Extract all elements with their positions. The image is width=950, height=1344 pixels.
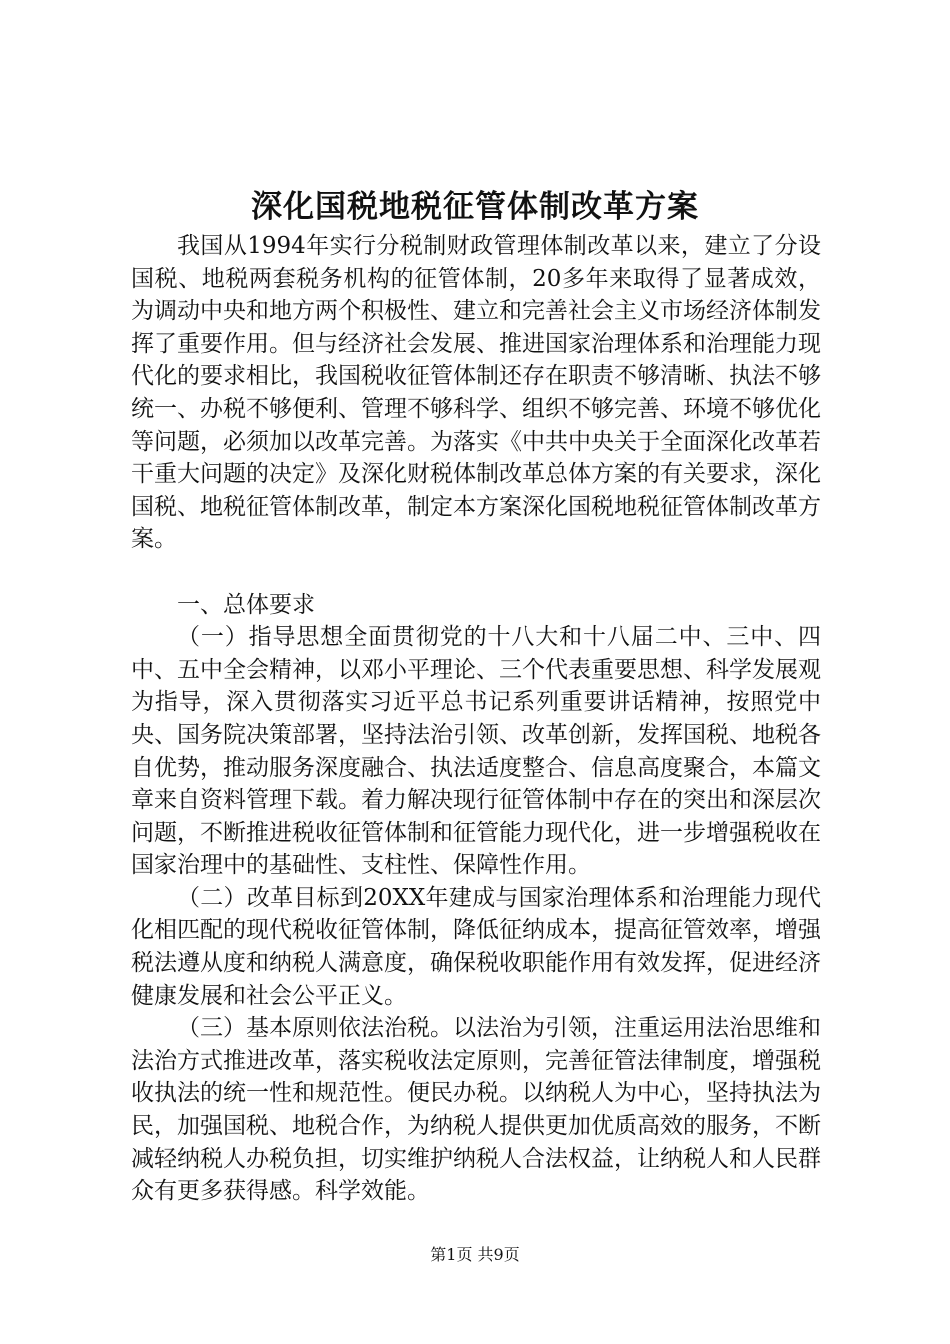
page-number-footer: 第1页 共9页 bbox=[430, 1245, 520, 1264]
intro-paragraph: 我国从1994年实行分税制财政管理体制改革以来，建立了分设国税、地税两套税务机构的征管体制，20多年来取得了显著成效，为调动中央和地方两个积极性、建立和完善社会主义市场经济体制发挥了重要作用。但与经济社会发展、推进国家治理体系和治理能力现代化的要求相比，我国税收征管体制还存在职责不够清晰、执法不够统一、办税不够便利、管理不够科学、组织不够完善、环境不够优化等问题，必须加以改革完善。为落实《中共中央关于全面深化改革若干重大问题的决定》及深化财税体制改革总体方案的有关要求，深化国税、地税征管体制改革，制定本方案深化国税地税征管体制改革方案。 bbox=[131, 233, 821, 553]
basic-principles-paragraph: （三）基本原则依法治税。以法治为引领，注重运用法治思维和法治方式推进改革，落实税收法定原则，完善征管法律制度，增强税收执法的统一性和规范性。便民办税。以纳税人为中心，坚持执法为民，加强国税、地税合作，为纳税人提供更加优质高效的服务，不断减轻纳税人办税负担，切实维护纳税人合法权益，让纳税人和人民群众有更多获得感。科学效能。 bbox=[131, 1015, 821, 1205]
guiding-ideology-paragraph: （一）指导思想全面贯彻党的十八大和十八届二中、三中、四中、五中全会精神，以邓小平理论、三个代表重要思想、科学发展观为指导，深入贯彻落实习近平总书记系列重要讲话精神，按照党中央、国务院决策部署，坚持法治引领、改革创新，发挥国税、地税各自优势，推动服务深度融合、执法适度整合、信息高度聚合，本篇文章来自资料管理下载。着力解决现行征管体制中存在的突出和深层次问题，不断推进税收征管体制和征管能力现代化，进一步增强税收在国家治理中的基础性、支柱性、保障性作用。 bbox=[131, 624, 821, 879]
reform-goal-paragraph: （二）改革目标到20XX年建成与国家治理体系和治理能力现代化相匹配的现代税收征管体制，降低征纳成本，提高征管效率，增强税法遵从度和纳税人满意度，确保税收职能作用有效发挥，促进经济健康发展和社会公平正义。 bbox=[131, 884, 821, 1009]
section-heading: 一、总体要求 bbox=[177, 591, 315, 618]
document-body bbox=[131, 230, 821, 1208]
document-title: 深化国税地税征管体制改革方案 bbox=[251, 189, 699, 225]
